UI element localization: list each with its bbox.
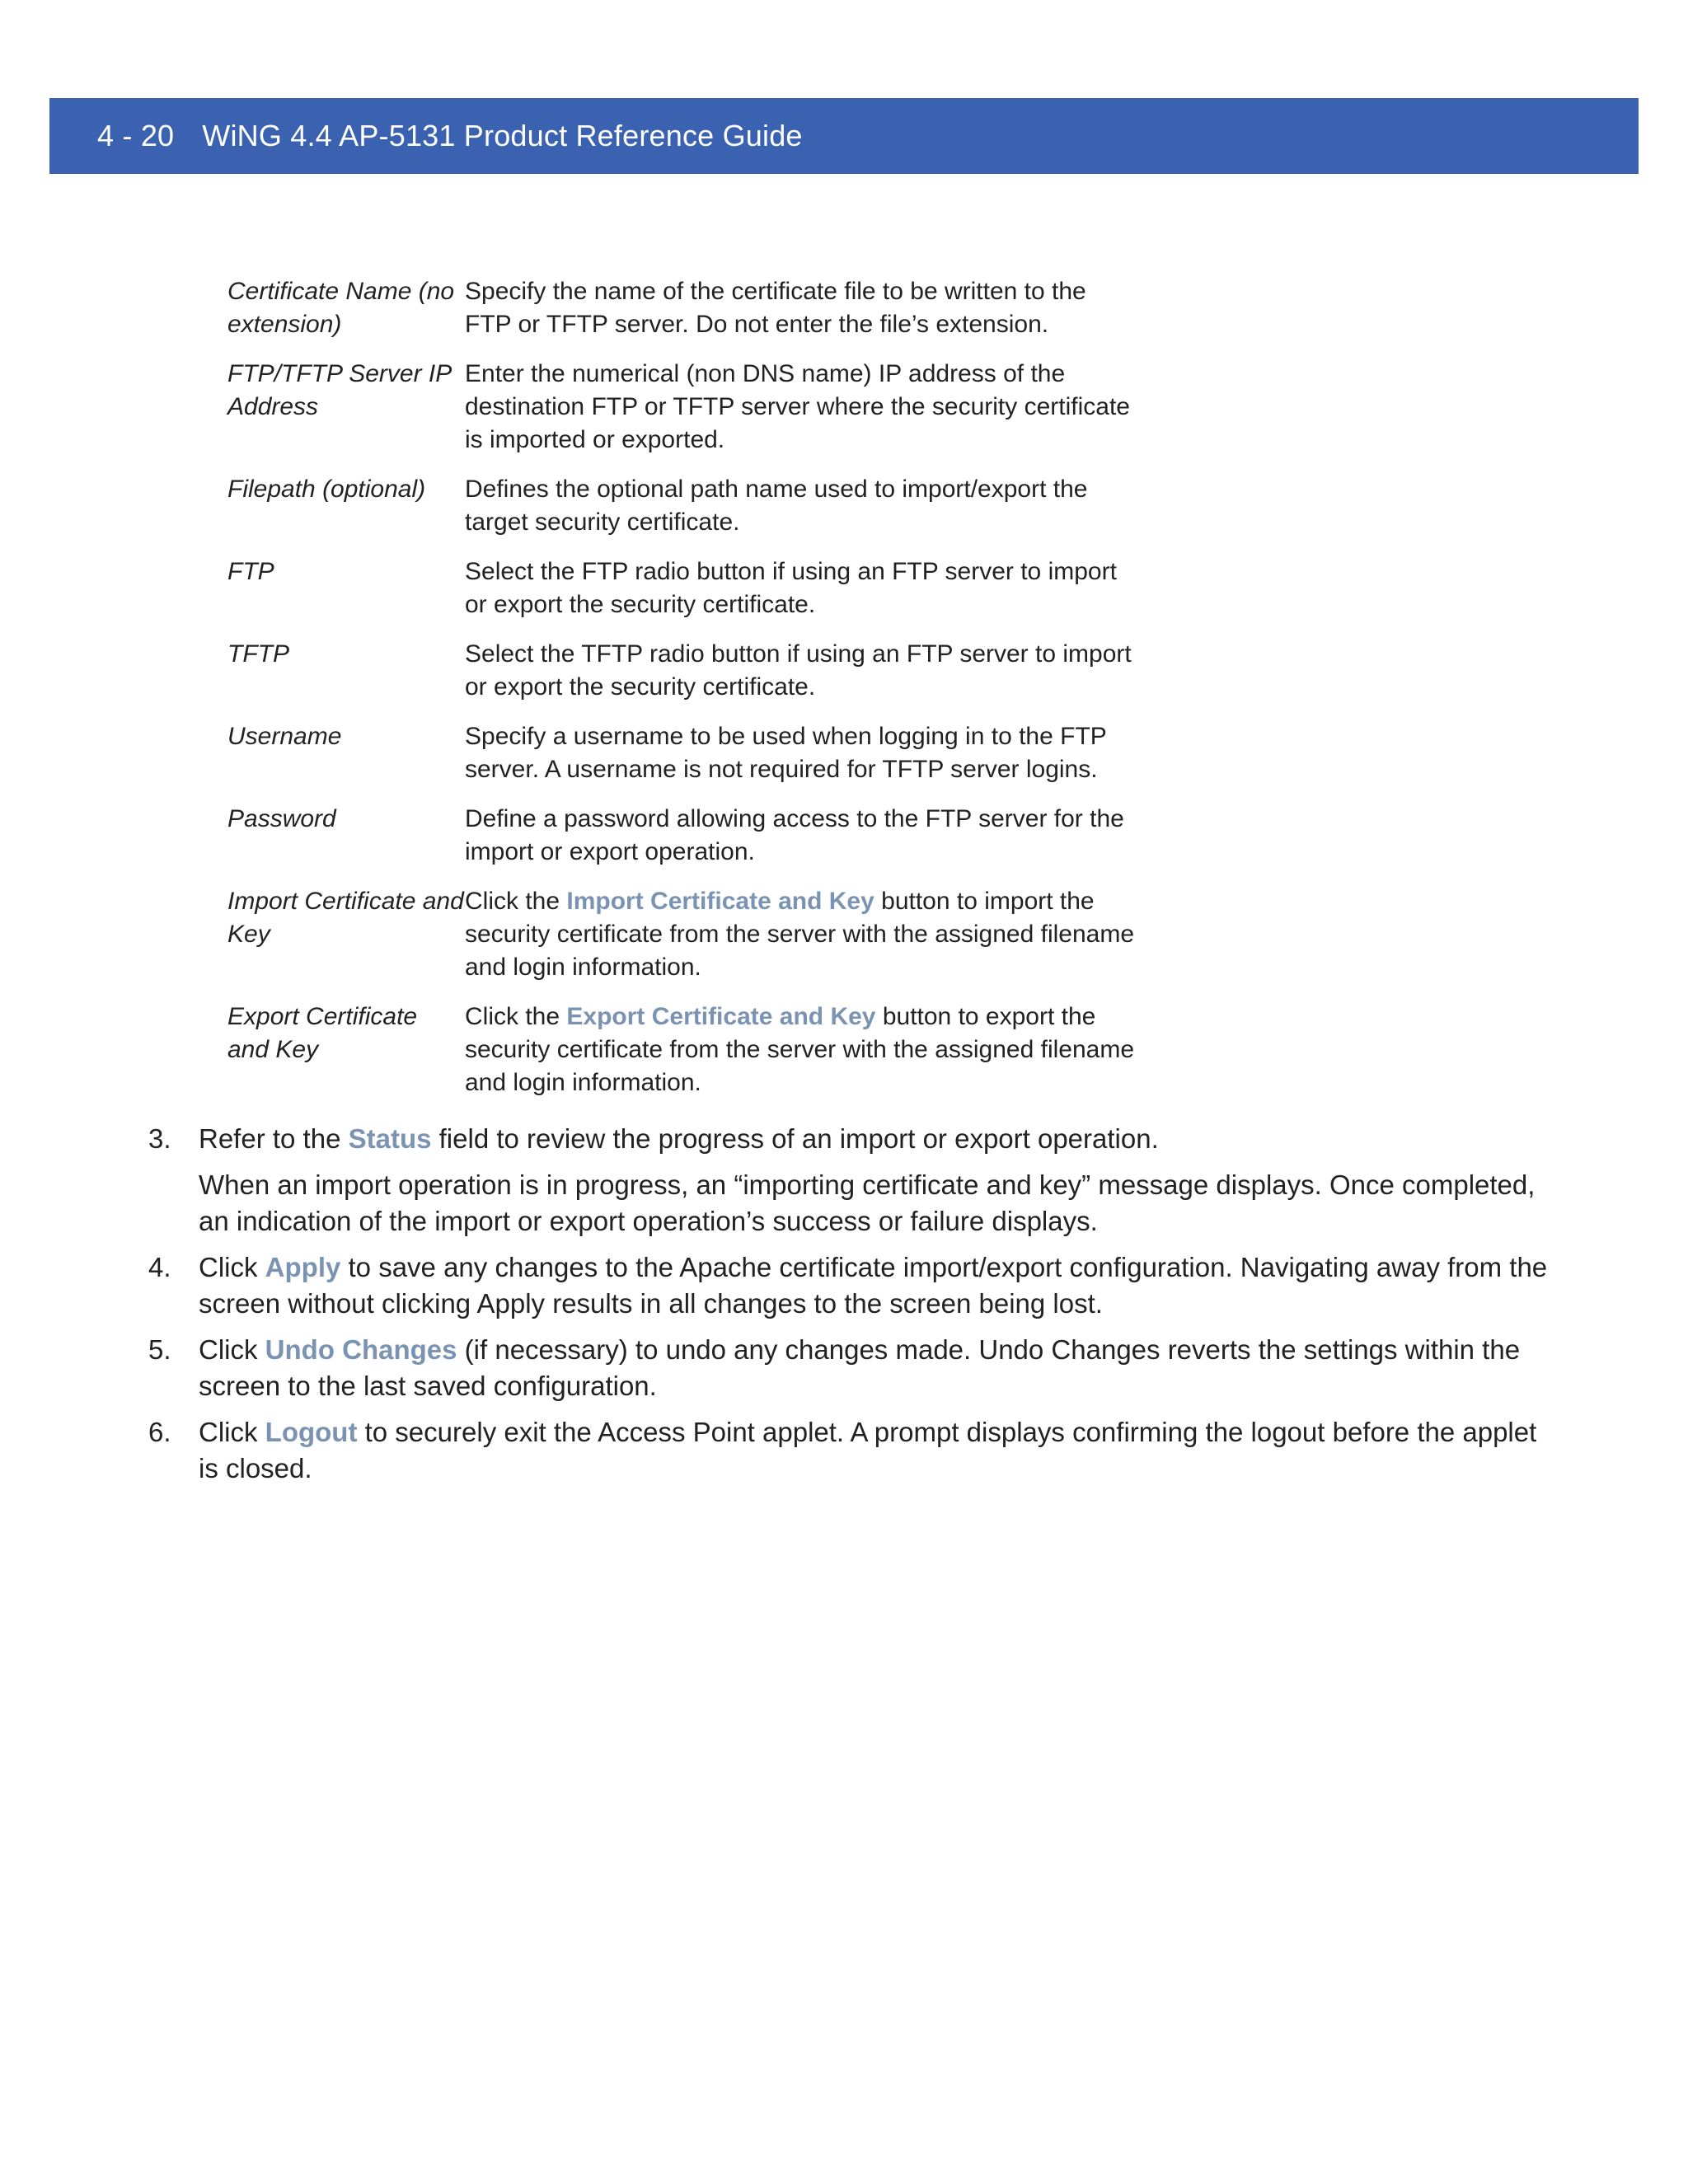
- logout-reference: Logout: [265, 1417, 358, 1447]
- desc-text: button to import the security certificate from the server with the assigned filename and login information.: [465, 888, 1135, 981]
- page-number: 4 - 20: [97, 119, 175, 152]
- param-description: Defines the optional path name used to import/export the target security certificate.: [465, 476, 1088, 536]
- page-header: [49, 98, 1639, 174]
- step-number: 6.: [148, 1417, 171, 1447]
- step-text-part: (if necessary) to undo any changes made. Undo Changes reverts the settings within the screen to the last saved configuration.: [199, 1334, 1521, 1401]
- step-item: [148, 1332, 1550, 1404]
- param-description: Specify a username to be used when logging in to the FTP server. A username is not required for TFTP server logins.: [465, 723, 1107, 783]
- param-row: [227, 1001, 1134, 1099]
- param-description: Select the TFTP radio button if using an FTP server to import or export the security certificate.: [465, 640, 1132, 701]
- param-description: Define a password allowing access to the FTP server for the import or export operation.: [465, 805, 1124, 865]
- step-item: [148, 1414, 1550, 1487]
- desc-text: button to export the security certificate from the server with the assigned filename and login information.: [465, 1003, 1135, 1096]
- param-name: Password: [227, 805, 336, 832]
- step-number: 3.: [148, 1123, 171, 1154]
- step-text: [199, 1121, 1550, 1157]
- desc-text: Click the: [465, 888, 567, 915]
- apply-reference: Apply: [265, 1252, 341, 1282]
- step-item: [148, 1249, 1550, 1322]
- step-text-part: field to review the progress of an import or export operation.: [431, 1123, 1159, 1154]
- param-name: Import Certificate and Key: [227, 888, 464, 948]
- step-item: [148, 1121, 1550, 1157]
- step-number: 5.: [148, 1334, 171, 1365]
- guide-title: WiNG 4.4 AP-5131 Product Reference Guide: [202, 119, 803, 152]
- param-row: [227, 275, 1134, 341]
- step-number: 4.: [148, 1252, 171, 1282]
- step-note: When an import operation is in progress, an “importing certificate and key” message displays. Once completed, an indication of the import or export operation’s success or failure displays.: [199, 1169, 1536, 1236]
- step-text-part: Click: [199, 1334, 265, 1365]
- param-row: [227, 638, 1134, 704]
- param-row: [227, 473, 1134, 539]
- step-text-part: Refer to the: [199, 1123, 349, 1154]
- step-text-part: to securely exit the Access Point applet. A prompt displays confirming the logout before the applet is closed.: [199, 1417, 1537, 1483]
- param-name: Username: [227, 723, 342, 750]
- param-row: [227, 720, 1134, 786]
- step-text-part: Click: [199, 1252, 265, 1282]
- step-text: [199, 1414, 1550, 1487]
- param-name: FTP: [227, 558, 274, 585]
- export-certificate-key-reference: Export Certificate and Key: [566, 1003, 876, 1030]
- step-text: [199, 1332, 1550, 1404]
- param-description: Specify the name of the certificate file to be written to the FTP or TFTP server. Do not enter the file’s extension.: [465, 278, 1086, 338]
- param-description: Select the FTP radio button if using an FTP server to import or export the security certificate.: [465, 558, 1117, 618]
- param-description: [465, 1001, 1134, 1099]
- param-name: Export Certificate and Key: [227, 1003, 418, 1063]
- param-row: [227, 803, 1134, 869]
- param-row: [227, 555, 1134, 621]
- param-name: TFTP: [227, 640, 289, 668]
- step-text-part: Click: [199, 1417, 265, 1447]
- step-text: [199, 1249, 1550, 1322]
- status-reference: Status: [348, 1123, 432, 1154]
- step-text-part: to save any changes to the Apache certificate import/export configuration. Navigating away from the screen without clicking Apply results in all changes to the screen being lost.: [199, 1252, 1548, 1319]
- param-description: Enter the numerical (non DNS name) IP address of the destination FTP or TFTP server where the security certificate is imported or exported.: [465, 360, 1130, 453]
- parameter-table: [227, 275, 1134, 1116]
- param-name: FTP/TFTP Server IP Address: [227, 360, 452, 420]
- undo-changes-reference: Undo Changes: [265, 1334, 457, 1365]
- procedure-steps: [148, 1121, 1550, 1497]
- desc-text: Click the: [465, 1003, 567, 1030]
- param-name: Filepath (optional): [227, 476, 426, 503]
- param-description: [465, 885, 1134, 984]
- param-row: [227, 885, 1134, 984]
- import-certificate-key-reference: Import Certificate and Key: [566, 888, 874, 915]
- param-row: [227, 358, 1134, 457]
- param-name: Certificate Name (no extension): [227, 278, 455, 338]
